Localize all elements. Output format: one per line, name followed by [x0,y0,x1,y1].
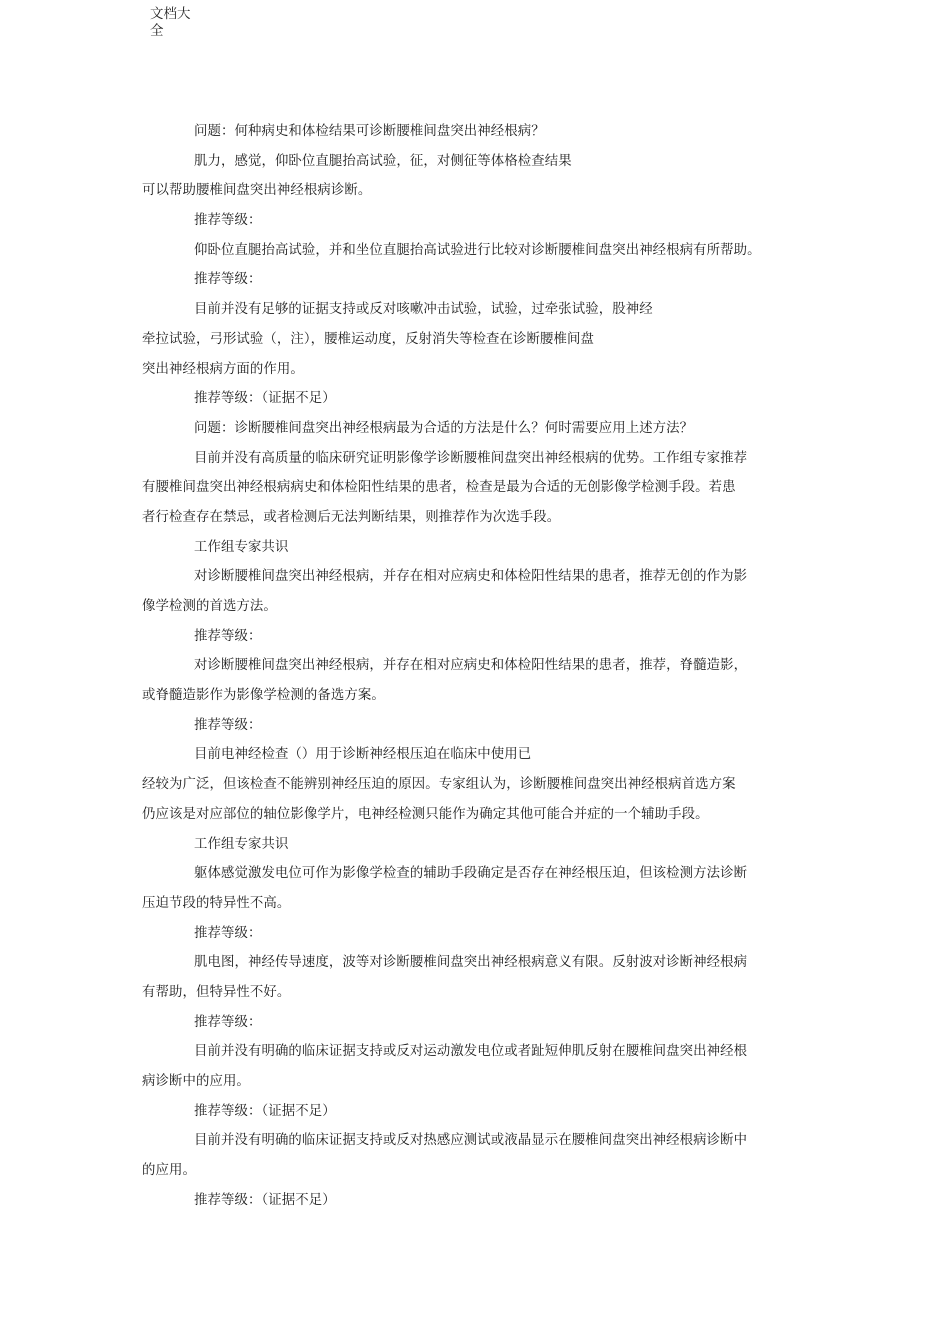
text-line: 目前并没有明确的临床证据支持或反对热感应测试或液晶显示在腰椎间盘突出神经根病诊断中 [194,1133,748,1149]
text-line: 推荐等级：（证据不足） [194,1192,336,1208]
text-line: 牵拉试验，弓形试验（，注），腰椎运动度，反射消失等检查在诊断腰椎间盘 [142,331,594,347]
text-line: 目前并没有明确的临床证据支持或反对运动激发电位或者趾短伸肌反射在腰椎间盘突出神经根 [194,1044,748,1060]
text-line: 病诊断中的应用。 [142,1074,250,1089]
document-body [142,117,822,1215]
text-line: 推荐等级：（证据不足） [194,391,336,407]
text-line: 有腰椎间盘突出神经根病病史和体检阳性结果的患者，检查是最为合适的无创影像学检测手段。若患 [142,480,736,496]
text-line: 推荐等级： [194,1014,262,1030]
text-line: 工作组专家共识 [194,836,289,852]
text-line: 对诊断腰椎间盘突出神经根病，并存在相对应病史和体检阳性结果的患者，推荐无创的作为影 [194,569,748,585]
text-line: 或脊髓造影作为影像学检测的备选方案。 [142,688,385,704]
text-line: 推荐等级： [194,628,262,644]
page-header [150,6,202,40]
text-line: 肌力，感觉，仰卧位直腿抬高试验，征，对侧征等体格检查结果 [194,153,572,169]
text-line: 突出神经根病方面的作用。 [142,361,304,377]
text-line: 躯体感觉激发电位可作为影像学检查的辅助手段确定是否存在神经根压迫，但该检测方法诊断 [194,866,748,882]
header-line-2: 全 [150,23,164,39]
header-line-1: 文档大 [150,6,191,22]
text-line: 者行检查存在禁忌，或者检测后无法判断结果，则推荐作为次选手段。 [142,509,561,525]
text-line: 推荐等级： [194,272,262,288]
text-line: 仍应该是对应部位的轴位影像学片，电神经检测只能作为确定其他可能合并症的一个辅助手段。 [142,806,709,822]
text-line: 推荐等级： [194,717,262,733]
text-line: 压迫节段的特异性不高。 [142,895,291,911]
text-line: 推荐等级： [194,213,262,229]
text-line: 工作组专家共识 [194,539,289,555]
text-line: 推荐等级： [194,925,262,941]
text-line: 问题：何种病史和体检结果可诊断腰椎间盘突出神经根病？ [194,124,545,139]
text-line: 肌电图，神经传导速度，波等对诊断腰椎间盘突出神经根病意义有限。反射波对诊断神经根病 [194,955,748,971]
text-line: 可以帮助腰椎间盘突出神经根病诊断。 [142,183,372,199]
text-line: 问题：诊断腰椎间盘突出神经根病最为合适的方法是什么？何时需要应用上述方法？ [194,420,694,436]
text-line: 像学检测的首选方法。 [142,599,277,614]
text-line: 有帮助，但特异性不好。 [142,984,291,1000]
text-line: 的应用。 [142,1163,196,1179]
text-line: 目前电神经检查（）用于诊断神经根压迫在临床中使用已 [194,747,532,763]
text-line: 仰卧位直腿抬高试验，并和坐位直腿抬高试验进行比较对诊断腰椎间盘突出神经根病有所帮助。 [194,242,761,258]
text-line: 对诊断腰椎间盘突出神经根病，并存在相对应病史和体检阳性结果的患者，推荐，脊髓造影， [194,658,748,674]
text-line: 推荐等级：（证据不足） [194,1103,336,1119]
text-line: 目前并没有足够的证据支持或反对咳嗽冲击试验，试验，过牵张试验，股神经 [194,302,653,318]
text-line: 经较为广泛，但该检查不能辨别神经压迫的原因。专家组认为，诊断腰椎间盘突出神经根病首选方案 [142,777,736,793]
text-line: 目前并没有高质量的临床研究证明影像学诊断腰椎间盘突出神经根病的优势。工作组专家推荐 [194,450,748,466]
